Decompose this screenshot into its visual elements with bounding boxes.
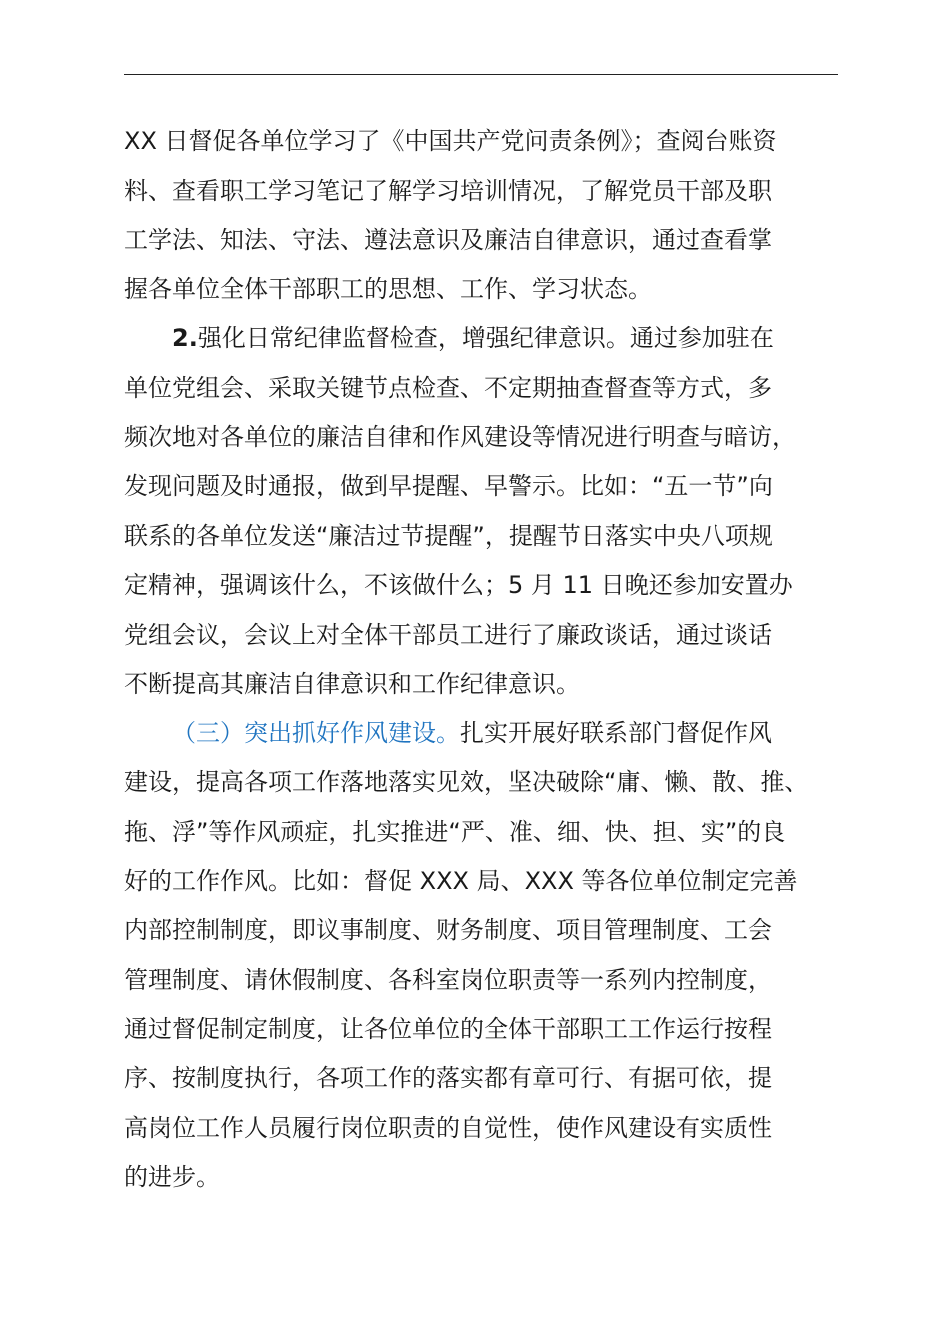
header-rule bbox=[124, 74, 838, 75]
text-line: 联系的各单位发送“廉洁过节提醒”，提醒节日落实中央八项规 bbox=[124, 522, 773, 550]
text-line: 管理制度、请休假制度、各科室岗位职责等一系列内控制度， bbox=[124, 966, 772, 994]
text-line: 内部控制制度，即议事制度、财务制度、项目管理制度、工会 bbox=[124, 916, 772, 944]
text-line: 发现问题及时通报，做到早提醒、早警示。比如：“五一节”向 bbox=[124, 472, 773, 500]
item-2-first-line bbox=[172, 323, 898, 353]
text-line: 拖、浮”等作风顽症，扎实推进“严、准、细、快、担、实”的良 bbox=[124, 818, 786, 846]
text-line: 不断提高其廉洁自律意识和工作纪律意识。 bbox=[124, 670, 580, 698]
text-line: 建设，提高各项工作落地落实见效，坚决破除“庸、懒、散、推、 bbox=[124, 768, 809, 796]
section-text: 扎实开展好联系部门督促作风 bbox=[460, 719, 772, 747]
text-line: 料、查看职工学习笔记了解学习培训情况，了解党员干部及职 bbox=[124, 177, 772, 205]
text-line: 好的工作作风。比如：督促 XXX 局、XXX 等各位单位制定完善 bbox=[124, 867, 798, 895]
text-line: XX 日督促各单位学习了《中国共产党问责条例》；查阅台账资 bbox=[124, 127, 777, 155]
text-line: 频次地对各单位的廉洁自律和作风建设等情况进行明查与暗访， bbox=[124, 423, 796, 451]
item-number: 2. bbox=[172, 324, 198, 352]
text-line: 单位党组会、采取关键节点检查、不定期抽查督查等方式，多 bbox=[124, 374, 772, 402]
text-line: 握各单位全体干部职工的思想、工作、学习状态。 bbox=[124, 275, 652, 303]
text-line: 高岗位工作人员履行岗位职责的自觉性，使作风建设有实质性 bbox=[124, 1114, 772, 1142]
item-text: 强化日常纪律监督检查，增强纪律意识。通过参加驻在 bbox=[197, 324, 774, 352]
text-line: 的进步。 bbox=[124, 1163, 220, 1191]
section-3-first-line bbox=[172, 718, 898, 748]
text-line: 党组会议，会议上对全体干部员工进行了廉政谈话，通过谈话 bbox=[124, 621, 772, 649]
text-line: 序、按制度执行，各项工作的落实都有章可行、有据可依，提 bbox=[124, 1064, 772, 1092]
text-line: 定精神，强调该什么，不该做什么；5 月 11 日晚还参加安置办 bbox=[124, 571, 793, 599]
text-line: 通过督促制定制度，让各位单位的全体干部职工工作运行按程 bbox=[124, 1015, 772, 1043]
section-heading: （三）突出抓好作风建设。 bbox=[172, 719, 460, 747]
text-line: 工学法、知法、守法、遵法意识及廉洁自律意识，通过查看掌 bbox=[124, 226, 772, 254]
